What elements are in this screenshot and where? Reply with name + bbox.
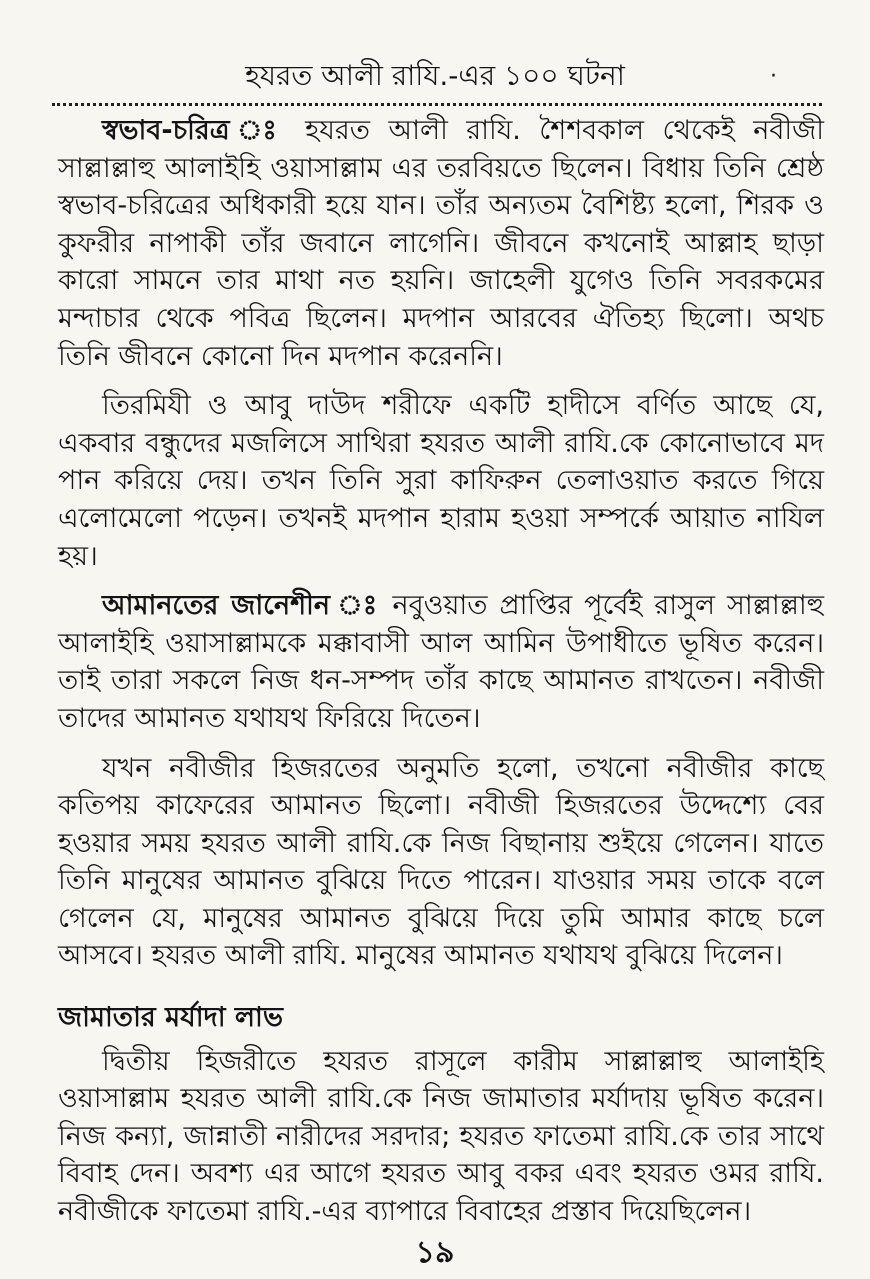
paragraph-trust xyxy=(58,587,824,737)
paragraph-character xyxy=(58,112,824,375)
section-heading: জামাতার মর্যাদা লাভ xyxy=(58,1002,284,1034)
dotted-rule xyxy=(52,103,822,106)
paragraph-text: যখন নবীজীর হিজরতের অনুমতি হলো, তখনো নবীজীর কাছে কতিপয় কাফেরের আমানত ছিলো। নবীজী হিজরতের উদ্দেশ্যে বের হওয়ার সময় হযরত আলী রাযি.কে নিজ বিছানায় শুইয়ে গেলেন। যাতে তিনি মানুষের আমানত বুঝিয়ে দিতে পারেন। যাওয়ার সময় তাকে বলে গেলেন যে, মানুষের আমানত বুঝিয়ে দিয়ে তুমি আমার কাছে চলে আসবে। হযরত আলী রাযি. মানুষের আমানত যথাযথ বুঝিয়ে দিলেন। xyxy=(58,752,824,972)
paragraph-text: দ্বিতীয় হিজরীতে হযরত রাসূলে কারীম সাল্লাল্লাহু আলাইহি ওয়াসাল্লাম হযরত আলী রাযি.কে নিজ জামাতার মর্যাদায় ভূষিত করেন। নিজ কন্যা, জান্নাতী নারীদের সরদার; হযরত ফাতেমা রাযি.কে তার সাথে বিবাহ দেন। অবশ্য এর আগে হযরত আবু বকর এবং হযরত ওমর রাযি. নবীজীকে ফাতেমা রাযি.-এর ব্যাপারে বিবাহের প্রস্তাব দিয়েছিলেন। xyxy=(58,1045,824,1228)
paragraph-hijrah xyxy=(58,750,824,976)
paragraph-text: তিরমিযী ও আবু দাউদ শরীফে একটি হাদীসে বর্ণিত আছে যে, একবার বন্ধুদের মজলিসে সাথিরা হযরত আলী রাযি.কে কোনোভাবে মদ পান করিয়ে দেয়। তখন তিনি সুরা কাফিরুন তেলাওয়াত করতে গিয়ে এলোমেলো পড়েন। তখনই মদপান হারাম হওয়া সম্পর্কে আয়াত নাযিল হয়। xyxy=(58,390,824,572)
lead-heading: আমানতের জানেশীন ঃ xyxy=(102,590,381,622)
running-title: হযরত আলী রাযি.-এর ১০০ ঘটনা xyxy=(245,59,625,92)
body-text xyxy=(58,112,824,1231)
paragraph-text: হযরত আলী রাযি. শৈশবকাল থেকেই নবীজী সাল্লাল্লাহু আলাইহি ওয়াসাল্লাম এর তরবিয়তে ছিলেন। বিধায় তিনি শ্রেষ্ঠ স্বভাব-চরিত্রের অধিকারী হয়ে যান। তাঁর অন্যতম বৈশিষ্ট্য হলো, শিরক ও কুফরীর নাপাকী তাঁর জবানে লাগেনি। জীবনে কখনোই আল্লাহ ছাড়া কারো সামনে তার মাথা নত হয়নি। জাহেলী যুগেও তিনি সবরকমের মন্দাচার থেকে পবিত্র ছিলেন। মদপান আরবের ঐতিহ্য ছিলো। অথচ তিনি জীবনে কোনো দিন মদপান করেননি। xyxy=(58,115,824,372)
lead-heading: স্বভাব-চরিত্র ঃ xyxy=(102,115,287,146)
page-number: ১৯ xyxy=(415,1235,455,1270)
paragraph-text: নবুওয়াত প্রাপ্তির পূর্বেই রাসুল সাল্লাল্লাহু আলাইহি ওয়াসাল্লামকে মক্কাবাসী আল আমিন উপাধীতে ভূষিত করেন। তাই তারা সকলে নিজ ধন-সম্পদ তাঁর কাছে আমানত রাখতেন। নবীজী তাদের আমানত যথাযথ ফিরিয়ে দিতেন। xyxy=(58,590,824,734)
decorative-dot: · xyxy=(770,64,777,89)
paragraph-tirmidhi xyxy=(58,387,824,575)
paragraph-son-in-law xyxy=(58,1043,824,1231)
